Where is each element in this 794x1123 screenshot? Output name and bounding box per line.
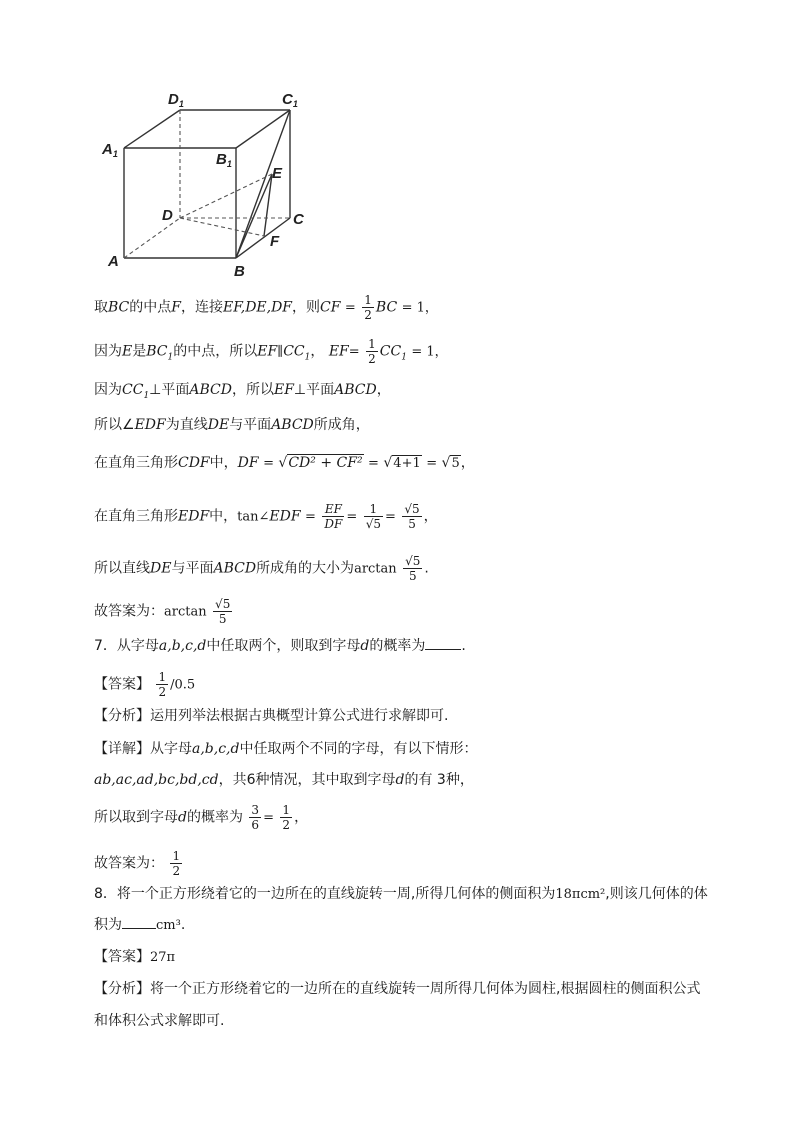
solution-line-1: 取BC的中点F，连接EF,DE,DF，则CF = $\frac{1}{2}$ BC = 1， xyxy=(94,293,438,322)
edge-b1-c1 xyxy=(236,110,290,148)
label-a: A xyxy=(108,253,119,270)
solution-line-8: 故答案为：arctan $\frac{√5}{5}$ xyxy=(94,597,231,626)
solution-line-3: 因为$CC_1\perp$平面ABCD，所以EF⊥平面ABCD， xyxy=(94,382,391,401)
q8-analysis-line-1: 【分析】将一个正方形绕着它的一边所在的直线旋转一周所得几何体为圆柱,根据圆柱的侧面积公式 xyxy=(94,981,701,997)
question-8-line-1: 8．将一个正方形绕着它的一边所在的直线旋转一周,所得几何体的侧面积为18πcm²,则该几何体的体 xyxy=(94,886,708,902)
label-b1: $B_1$ xyxy=(216,151,232,169)
solution-line-6: 在直角三角形EDF中，tan∠EDF = $\frac{EF}{DF}$ = $\frac{1}{√5}$ = $\frac{√5}{5}$ ， xyxy=(94,502,438,531)
label-c: C xyxy=(293,211,304,228)
q8-answer: 【答案】27π xyxy=(94,949,176,965)
solution-line-4: 所以∠EDF为直线DE与平面ABCD所成角， xyxy=(94,417,370,433)
label-f: F xyxy=(270,233,280,250)
label-a1: $A_1$ xyxy=(102,141,118,159)
answer-blank xyxy=(122,916,156,929)
answer-blank xyxy=(425,637,461,650)
label-b: B xyxy=(234,263,245,280)
edge-a1-d1 xyxy=(124,110,180,148)
q7-detail: 【详解】从字母a,b,c,d中任取两个不同的字母，有以下情形： xyxy=(94,741,478,757)
q7-analysis: 【分析】运用列举法根据古典概型计算公式进行求解即可. xyxy=(94,708,449,724)
question-8-line-2: 积为 cm³. xyxy=(94,917,186,933)
q7-probability: 所以取到字母d的概率为 $\frac{3}{6}$ = $\frac{1}{2}$ ， xyxy=(94,803,309,832)
q8-analysis-line-2: 和体积公式求解即可. xyxy=(94,1013,225,1029)
hidden-edge-a-d xyxy=(124,218,180,258)
label-d1: $D_1$ xyxy=(168,91,184,109)
cube-figure xyxy=(96,84,316,280)
label-c1: $C_1$ xyxy=(282,91,298,109)
fraction-half: $\frac{1}{2}$ xyxy=(368,337,376,366)
q7-final: 故答案为： $\frac{1}{2}$ xyxy=(94,849,181,878)
q7-list: ab,ac,ad,bc,bd,cd，共6种情况，其中取到字母d的有 3种， xyxy=(94,772,474,788)
fraction-half: $\frac{1}{2}$ xyxy=(364,293,372,322)
label-e: E xyxy=(272,165,283,182)
question-7: 7．从字母a,b,c,d中任取两个，则取到字母d的概率为 . xyxy=(94,638,466,654)
solution-line-5: 在直角三角形CDF中，DF = √CD² + CF² = √4+1 = √5， xyxy=(94,455,475,471)
label-d: D xyxy=(162,207,173,224)
q7-answer: 【答案】 $\frac{1}{2}$ /0.5 xyxy=(94,670,196,699)
solution-line-2: 因为E是$BC_1$的中点，所以$EF\parallel CC_1$， EF= $\frac{1}{2}$ $CC_1 = 1$， xyxy=(94,337,448,366)
solution-line-7: 所以直线DE与平面ABCD所成角的大小为arctan $\frac{√5}{5}$ . xyxy=(94,554,429,583)
